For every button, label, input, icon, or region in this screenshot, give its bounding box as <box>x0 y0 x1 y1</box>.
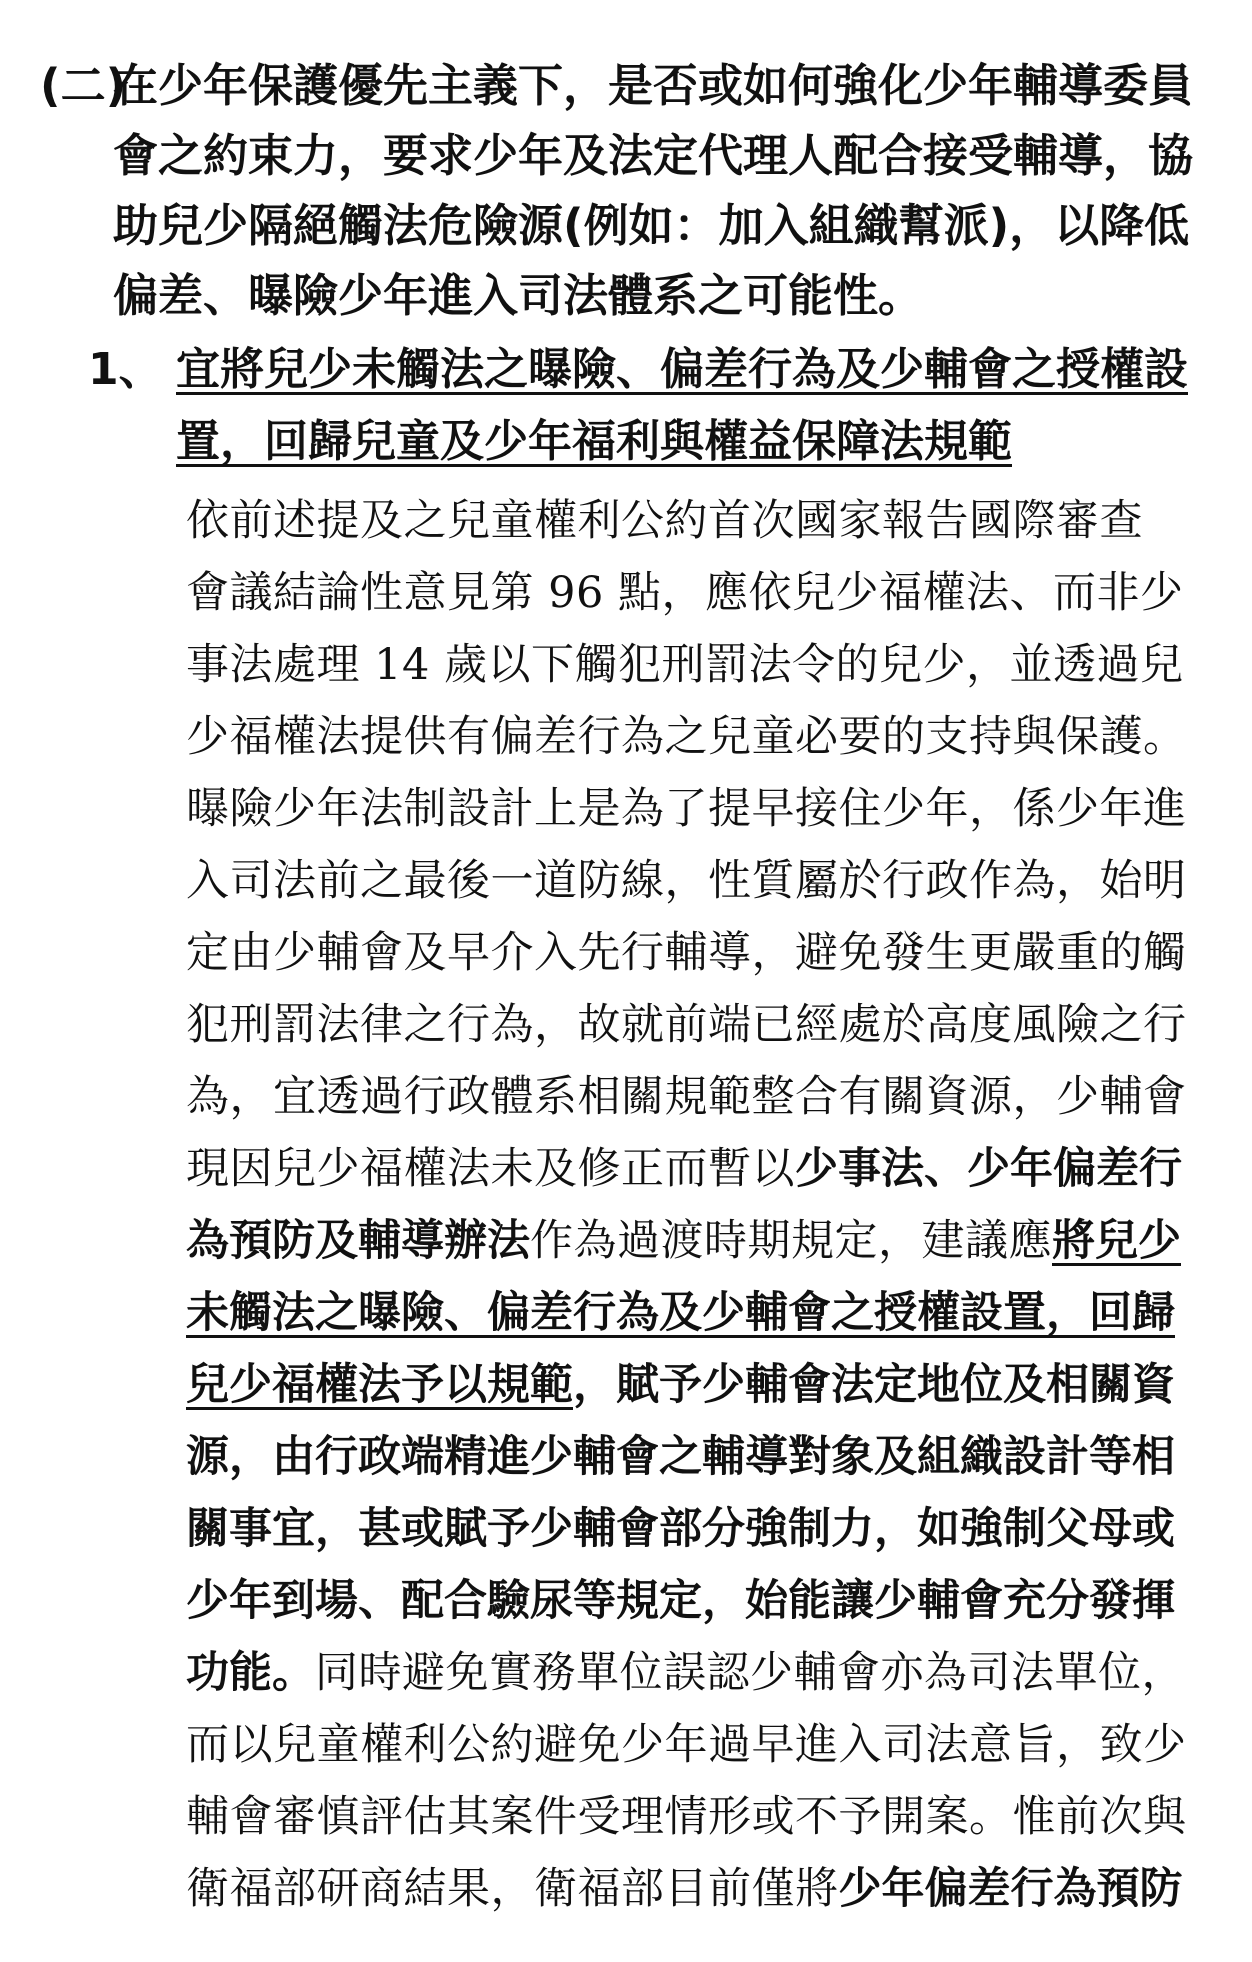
bold-text: 少年偏差行為預防 <box>838 1864 1183 1914</box>
section-heading-line-2: 會之約束力，要求少年及法定代理人配合接受輔導，協 <box>113 129 1194 182</box>
body-line-10 <box>186 1144 1182 1194</box>
body-line-4: 少福權法提供有偏差行為之兒童必要的支持與保護。 <box>186 712 1187 762</box>
body-line-3: 事法處理 14 歲以下觸犯刑罰法令的兒少，並透過兒 <box>186 640 1184 690</box>
body-text: 作為過渡時期規定，建議應 <box>530 1216 1052 1266</box>
body-line-16: 少年到場、配合驗尿等規定，始能讓少輔會充分發揮 <box>186 1576 1175 1626</box>
bold-underlined-text: 將兒少 <box>1052 1216 1181 1266</box>
body-line-15: 關事宜，甚或賦予少輔會部分強制力，如強制父母或 <box>186 1504 1175 1554</box>
body-line-17 <box>186 1648 1185 1698</box>
bold-underlined-text: 兒少福權法予以規範 <box>186 1360 573 1410</box>
body-line-13 <box>186 1360 1175 1410</box>
body-line-14: 源，由行政端精進少輔會之輔導對象及組織設計等相 <box>186 1432 1175 1482</box>
subsection-number: 1、 <box>88 344 163 395</box>
body-line-8: 犯刑罰法律之行為，故就前端已經處於高度風險之行 <box>186 1000 1187 1050</box>
body-line-9: 為，宜透過行政體系相關規範整合有關資源，少輔會 <box>186 1072 1187 1122</box>
section-heading-line-4: 偏差、曝險少年進入司法體系之可能性。 <box>113 269 924 322</box>
section-heading-line-1: 在少年保護優先主義下，是否或如何強化少年輔導委員 <box>113 59 1194 112</box>
body-line-19: 輔會審慎評估其案件受理情形或不予開案。惟前次與 <box>186 1792 1187 1842</box>
body-line-7: 定由少輔會及早介入先行輔導，避免發生更嚴重的觸 <box>186 928 1187 978</box>
body-line-6: 入司法前之最後一道防線，性質屬於行政作為，始明 <box>186 856 1187 906</box>
body-line-12: 未觸法之曝險、偏差行為及少輔會之授權設置，回歸 <box>186 1288 1175 1338</box>
body-text: 同時避免實務單位誤認少輔會亦為司法單位， <box>315 1648 1185 1698</box>
body-line-1: 依前述提及之兒童權利公約首次國家報告國際審查 <box>186 496 1143 546</box>
body-text: 衛福部研商結果，衛福部目前僅將 <box>186 1864 839 1914</box>
body-text: 現因兒少福權法未及修正而暫以 <box>186 1144 795 1194</box>
section-heading-line-3: 助兒少隔絕觸法危險源(例如：加入組織幫派)，以降低 <box>113 199 1190 252</box>
body-line-2: 會議結論性意見第 96 點，應依兒少福權法、而非少 <box>186 568 1184 618</box>
body-line-20 <box>186 1864 1183 1914</box>
bold-text: 功能。 <box>186 1648 315 1698</box>
bold-text: 少事法、少年偏差行 <box>795 1144 1182 1194</box>
subsection-heading-line-1: 宜將兒少未觸法之曝險、偏差行為及少輔會之授權設 <box>176 344 1188 395</box>
body-line-11 <box>186 1216 1181 1266</box>
section-label: (二) <box>40 59 127 112</box>
body-line-5: 曝險少年法制設計上是為了提早接住少年，係少年進 <box>186 784 1187 834</box>
subsection-heading-line-2: 置，回歸兒童及少年福利與權益保障法規範 <box>176 416 1012 467</box>
bold-text: ，賦予少輔會法定地位及相關資 <box>573 1360 1175 1410</box>
body-line-18: 而以兒童權利公約避免少年過早進入司法意旨，致少 <box>186 1720 1187 1770</box>
bold-text: 為預防及輔導辦法 <box>186 1216 530 1266</box>
